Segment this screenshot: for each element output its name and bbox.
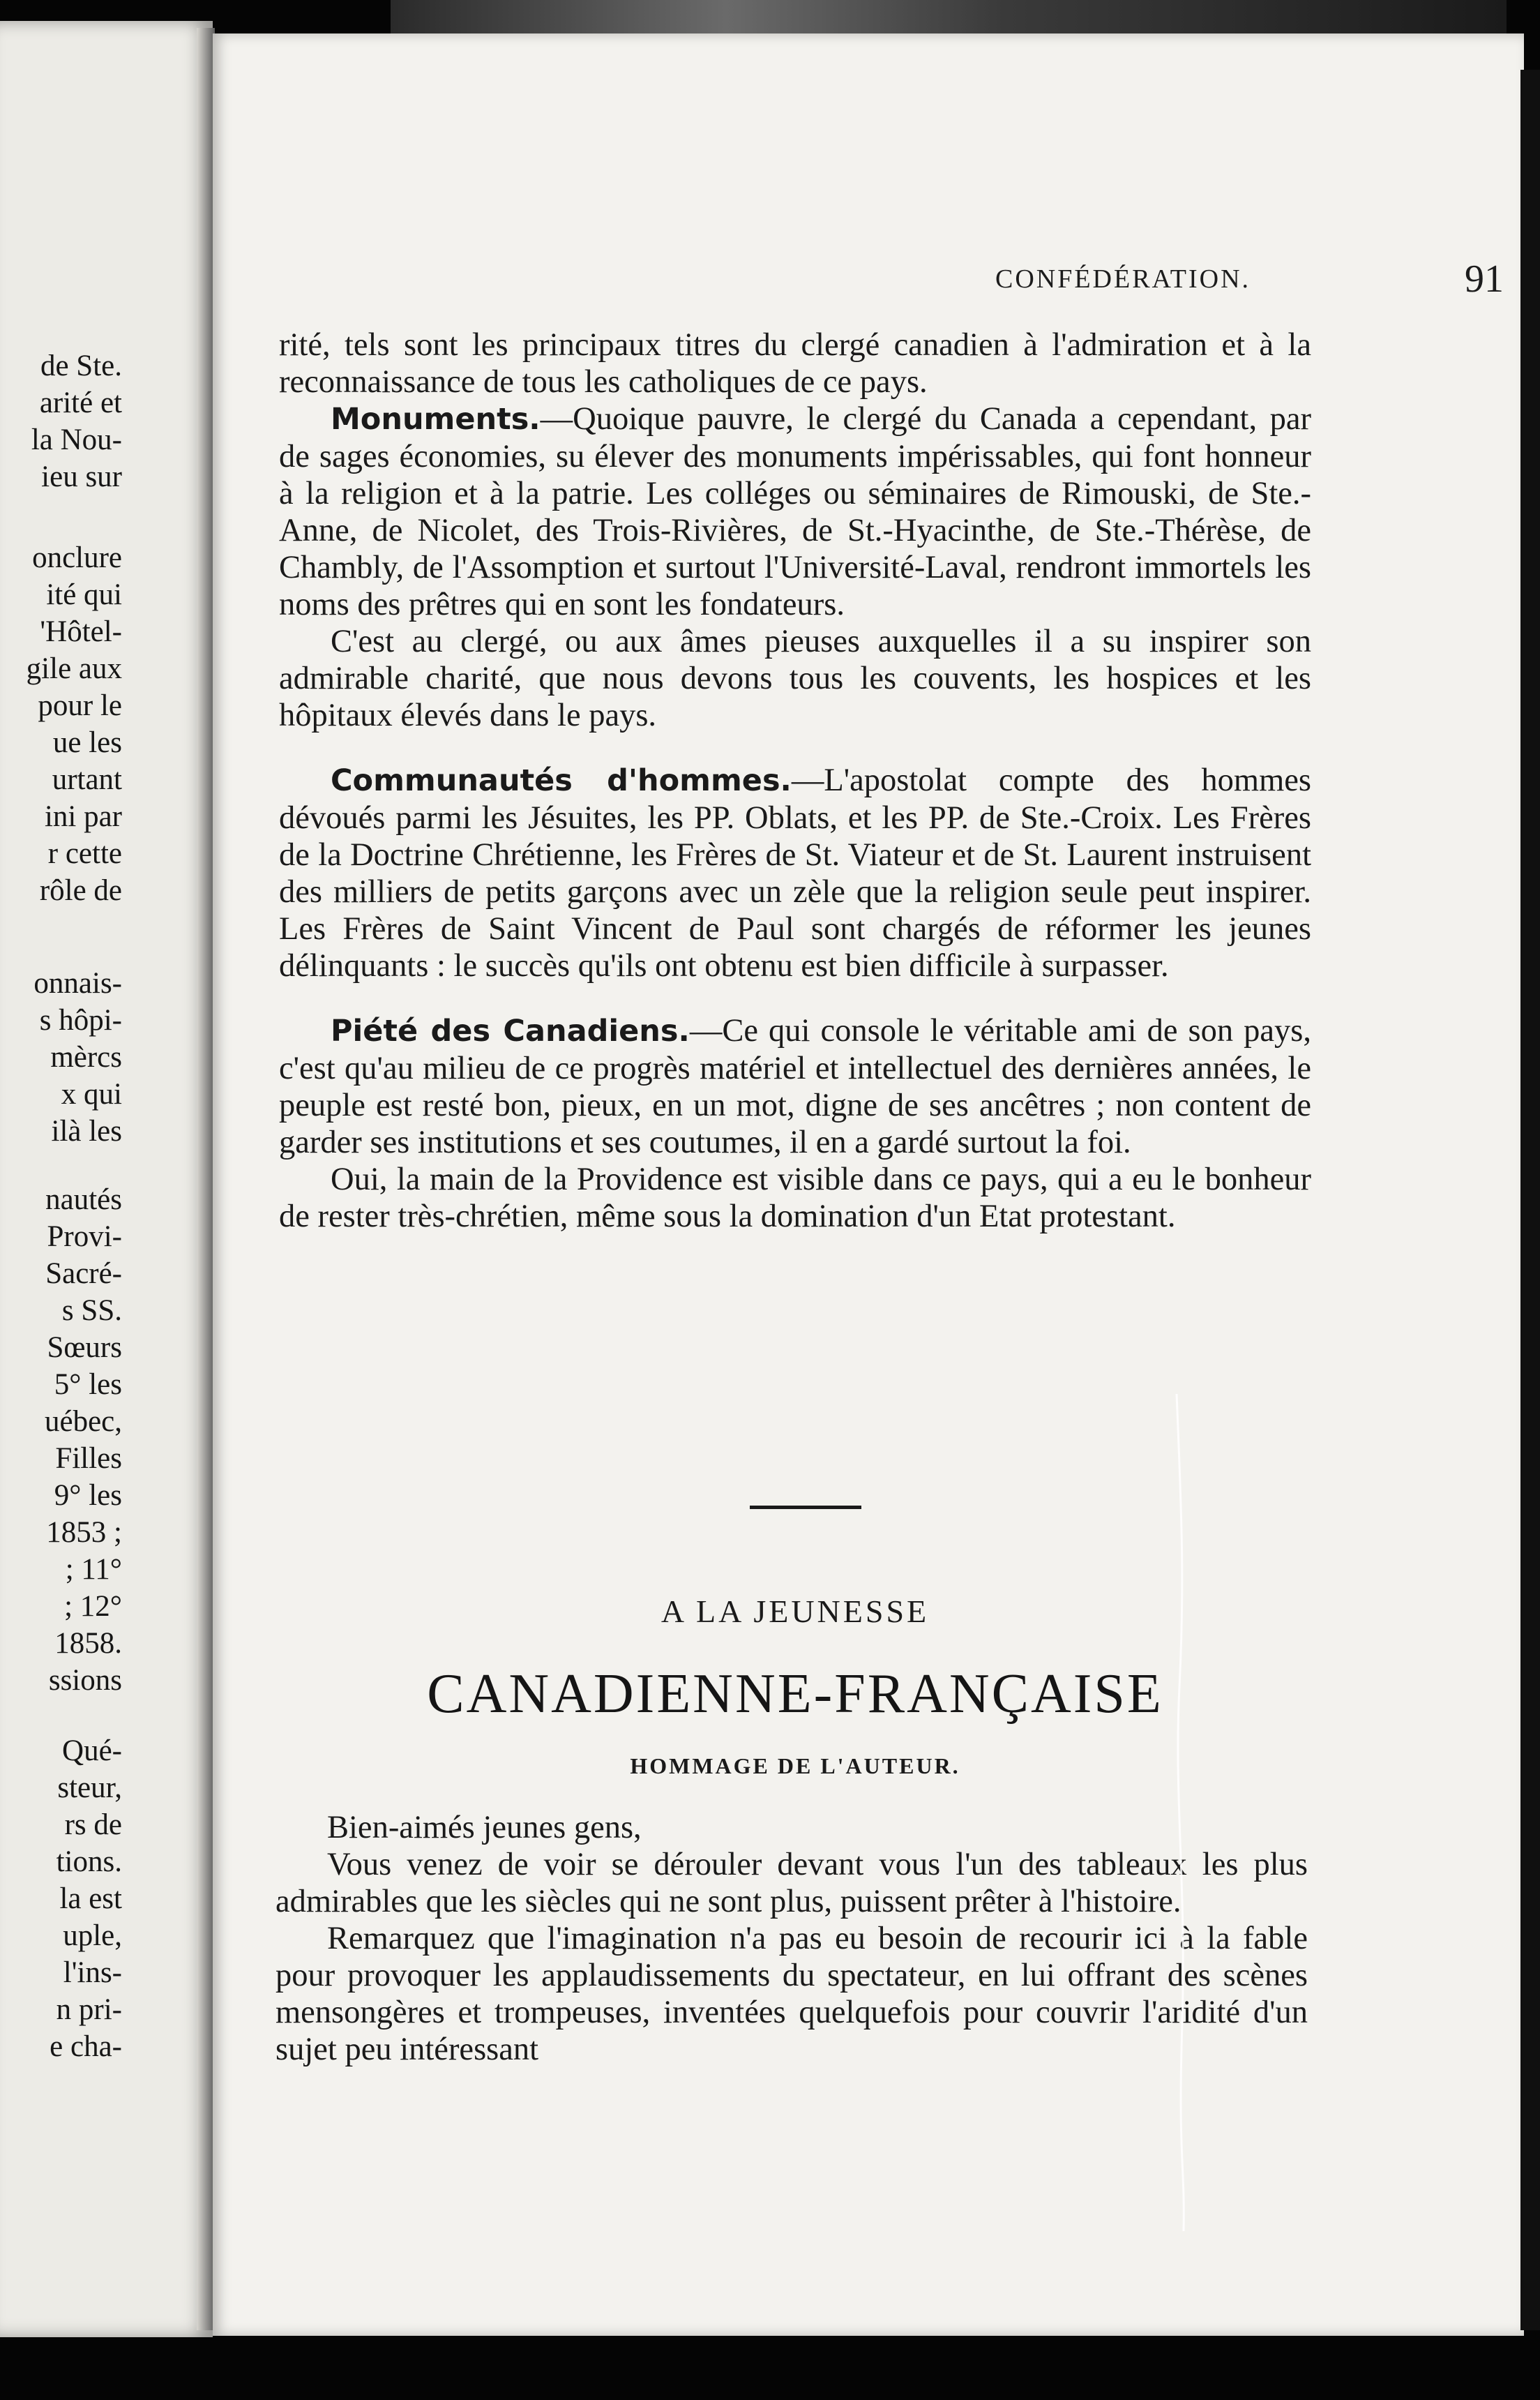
facing-page-fragment: 'Hôtel- bbox=[40, 615, 122, 648]
facing-page-fragment: 9° les bbox=[54, 1479, 122, 1512]
facing-page-fragment: nautés bbox=[45, 1183, 122, 1216]
facing-page-fragment: uébec, bbox=[44, 1405, 122, 1438]
facing-page-fragment: Filles bbox=[55, 1442, 122, 1475]
facing-page-fragment: uple, bbox=[63, 1919, 122, 1952]
dedication-line-1: A LA JEUNESSE bbox=[660, 1593, 930, 1629]
paragraph-piete bbox=[279, 1012, 1311, 1161]
facing-page-fragment: onnais- bbox=[33, 967, 122, 1000]
facing-page-fragment: n pri- bbox=[56, 1993, 122, 2026]
facing-page-fragment: rs de bbox=[64, 1808, 122, 1841]
dedication-title: CANADIENNE-FRANÇAISE bbox=[427, 1663, 1163, 1725]
facing-page-fragment: s SS. bbox=[61, 1294, 122, 1327]
paragraph-monuments-text: —Quoique pauvre, le clergé du Canada a cependant, par de sages économies, su élever des monuments impérissables, qui font honneur à la religion et à la patrie. Les colléges ou séminaires de Rimouski, de Ste.-Anne, de Nicolet, des Trois-Rivières, de St.-Hyacinthe, de Ste.-Thérèse, de Chambly, de l'Assomption et surtout l'Université-Laval, rendront immortels les noms des prêtres qui en sont les fondateurs. bbox=[279, 401, 1311, 622]
facing-page-fragment: mèrcs bbox=[50, 1041, 122, 1074]
facing-page-fragment: gile aux bbox=[26, 652, 122, 685]
paragraph-continuation: rité, tels sont les principaux titres du clergé canadien à l'admiration et à la reconnaissance de tous les catholiques de ce pays. bbox=[279, 327, 1311, 400]
facing-page-fragment: arité et bbox=[39, 387, 122, 419]
letter-paragraph-1: Vous venez de voir se dérouler devant vous l'un des tableaux les plus admirables que les siècles qui ne sont plus, puissent prêter à l'histoire. bbox=[275, 1847, 1308, 1919]
facing-page-fragment: ssions bbox=[48, 1664, 122, 1697]
facing-page-fragment: 1858. bbox=[54, 1627, 122, 1660]
facing-page-fragment: pour le bbox=[38, 689, 122, 722]
dedication-subtitle: HOMMAGE DE L'AUTEUR. bbox=[630, 1753, 960, 1778]
section-divider bbox=[750, 1506, 861, 1509]
facing-page-fragment: 1853 ; bbox=[46, 1516, 122, 1549]
facing-page-fragment: ; 11° bbox=[65, 1553, 122, 1586]
facing-page-fragment: onclure bbox=[32, 541, 122, 574]
letter-text bbox=[275, 1809, 1308, 2068]
rubric-monuments: Monuments. bbox=[331, 402, 541, 437]
paragraph-communautes-text: —L'apostolat compte des hommes dévoués parmi les Jésuites, les PP. Oblats, et les PP. de Ste.-Croix. Les Frères de la Doctrine Chrétienne, les Frères de St. Viateur et de St. Laurent instruisent des milliers de petits garçons avec un zèle que la religion seule peut inspirer. Les Frères de Saint Vincent de Paul sont chargés de réformer les jeunes délinquants : le succès qu'ils ont obtenu est bien difficile à surpasser. bbox=[279, 763, 1311, 984]
paragraph-piete-text: —Ce qui console le véritable ami de son pays, c'est qu'au milieu de ce progrès matériel et intellectuel des dernières années, le peuple est resté bon, pieux, en un mot, digne de ses ancêtres ; non content de garder ses institutions et ses coutumes, il en a gardé surtout la foi. bbox=[279, 1013, 1312, 1160]
facing-page-fragment: r cette bbox=[47, 837, 122, 870]
paragraph-clergy-charity: C'est au clergé, ou aux âmes pieuses auxquelles il a su inspirer son admirable charité, que nous devons tous les couvents, les hospices et les hôpitaux élevés dans le pays. bbox=[279, 624, 1311, 733]
facing-page-fragment: e cha- bbox=[50, 2030, 122, 2063]
paragraph-monuments bbox=[279, 400, 1311, 623]
facing-page-fragment: ue les bbox=[52, 726, 122, 759]
body-text bbox=[279, 327, 1311, 1235]
facing-page-fragment: tions. bbox=[56, 1845, 122, 1878]
running-head: CONFÉDÉRATION. bbox=[995, 264, 1251, 294]
facing-page-fragment: ini par bbox=[44, 800, 122, 833]
letter-salutation: Bien-aimés jeunes gens, bbox=[327, 1810, 642, 1845]
rubric-communautes: Communautés d'hommes. bbox=[331, 763, 792, 798]
facing-page-fragment: la est bbox=[59, 1882, 122, 1915]
facing-page-fragment: de Ste. bbox=[40, 350, 122, 382]
facing-page-left bbox=[0, 21, 213, 2337]
facing-page-fragment: urtant bbox=[52, 763, 122, 796]
page-number: 91 bbox=[1465, 257, 1504, 301]
facing-page-fragment: Sœurs bbox=[47, 1331, 122, 1364]
facing-page-fragment: Sacré- bbox=[45, 1257, 122, 1290]
letter-paragraph-2: Remarquez que l'imagination n'a pas eu besoin de recourir ici à la fable pour provoquer les applaudissements du spectateur, en lui offrant des scènes mensongères et trompeuses, inventées quelquefois pour couvrir l'aridité d'un sujet peu intéressant bbox=[275, 1921, 1308, 2067]
facing-page-fragment: x qui bbox=[61, 1078, 122, 1111]
facing-page-fragment: rôle de bbox=[39, 874, 122, 907]
facing-page-fragment: ilà les bbox=[51, 1115, 122, 1148]
rubric-piete: Piété des Canadiens. bbox=[331, 1014, 690, 1049]
facing-page-fragment: 5° les bbox=[54, 1368, 122, 1401]
paragraph-communautes bbox=[279, 762, 1311, 984]
facing-page-fragment: Qué- bbox=[62, 1734, 122, 1767]
facing-page-fragment: steur, bbox=[57, 1771, 122, 1804]
facing-page-fragment: ; 12° bbox=[64, 1590, 122, 1623]
facing-page-fragment: ité qui bbox=[46, 578, 122, 611]
paragraph-providence: Oui, la main de la Providence est visible dans ce pays, qui a eu le bonheur de rester très-chrétien, même sous la domination d'un Etat protestant. bbox=[279, 1162, 1311, 1234]
facing-page-fragment: l'ins- bbox=[63, 1956, 122, 1989]
main-page bbox=[213, 33, 1524, 2336]
facing-page-fragment: ieu sur bbox=[41, 460, 122, 493]
facing-page-fragment: s hôpi- bbox=[39, 1004, 122, 1037]
book-right-edge bbox=[1520, 70, 1540, 2330]
facing-page-fragment: la Nou- bbox=[31, 423, 122, 456]
facing-page-fragment: Provi- bbox=[47, 1220, 122, 1253]
